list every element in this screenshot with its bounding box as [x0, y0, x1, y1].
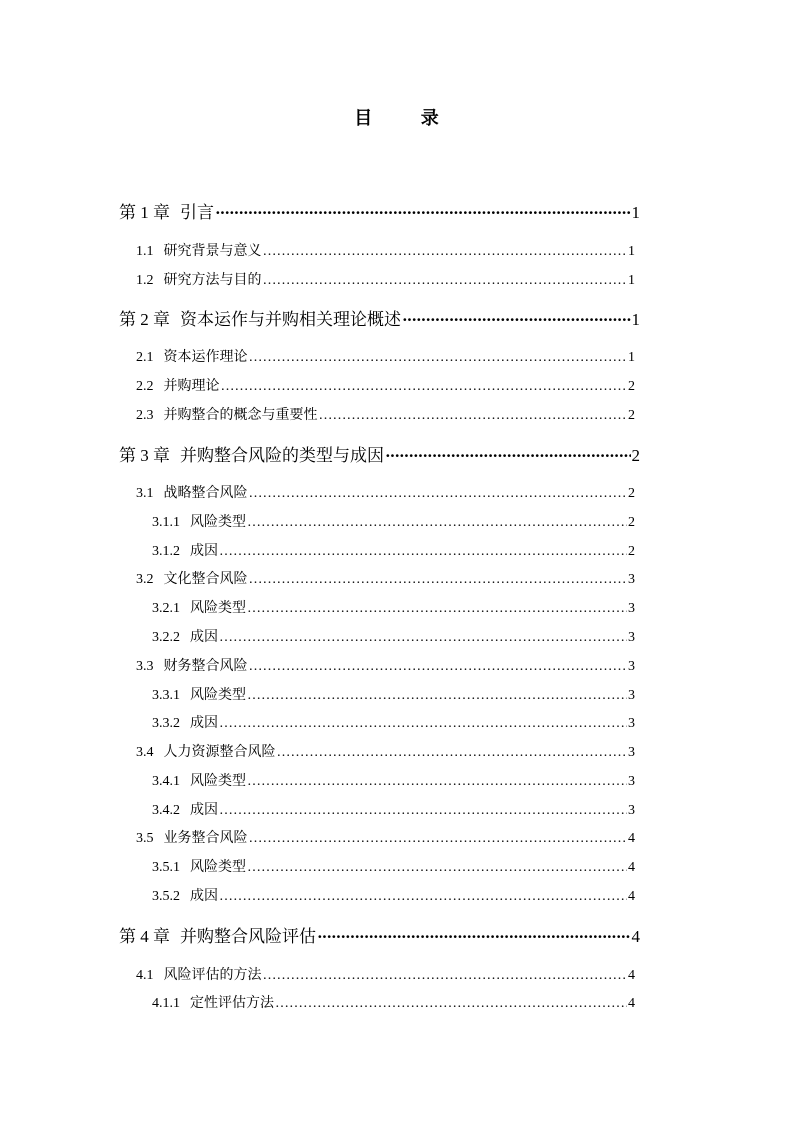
toc-dot-leader [247, 860, 627, 876]
toc-page-number: 3 [628, 803, 635, 818]
toc-page-number: 1 [631, 203, 640, 222]
toc-entry-title: 研究背景与意义 [163, 244, 262, 259]
toc-dot-leader [263, 273, 628, 289]
toc-entry-number: 2.1 [136, 350, 154, 365]
toc-entry-title: 并购理论 [163, 379, 220, 394]
toc-page-number: 4 [628, 889, 635, 904]
toc-entry-number: 3.4.2 [152, 803, 180, 818]
toc-subsection-entry[interactable] [152, 770, 635, 790]
toc-entry-title: 风险类型 [190, 515, 246, 530]
toc-entry-number: 2.2 [136, 379, 154, 394]
toc-section-entry[interactable] [136, 568, 635, 588]
toc-entry-title: 定性评估方法 [190, 996, 274, 1011]
toc-dot-leader [319, 408, 628, 424]
toc-entry-title: 风险类型 [190, 688, 246, 703]
toc-subsection-entry[interactable] [152, 712, 635, 732]
toc-page-number: 1 [628, 350, 635, 365]
toc-entry-title: 风险类型 [190, 601, 246, 616]
toc-chapter-entry[interactable] [119, 305, 640, 330]
toc-dot-leader [219, 889, 627, 905]
toc-subsection-entry[interactable] [152, 799, 635, 819]
toc-dot-leader [219, 630, 627, 646]
toc-chapter-entry[interactable] [119, 922, 640, 947]
toc-entry-number: 3.5.1 [152, 860, 180, 875]
toc-page-number: 3 [628, 572, 635, 587]
toc-entry-title: 风险评估的方法 [163, 968, 262, 983]
toc-entry-title: 风险类型 [190, 860, 246, 875]
toc-dot-leader [247, 774, 627, 790]
toc-page-number: 2 [631, 446, 640, 465]
toc-dot-leader [385, 446, 631, 466]
toc-entry-number: 3.1.1 [152, 515, 180, 530]
toc-dot-leader [275, 996, 627, 1012]
toc-entry-number: 3.3.2 [152, 716, 180, 731]
toc-entry-title: 引言 [180, 203, 214, 222]
toc-entry-number: 3.3 [136, 659, 154, 674]
toc-section-entry[interactable] [136, 964, 635, 984]
toc-entry-title: 风险类型 [190, 774, 246, 789]
toc-dot-leader [221, 379, 628, 395]
toc-entry-number: 3.5.2 [152, 889, 180, 904]
toc-page-number: 2 [628, 379, 635, 394]
toc-subsection-entry[interactable] [152, 684, 635, 704]
toc-entry-number: 3.4 [136, 745, 154, 760]
toc-entry-title: 成因 [190, 544, 218, 559]
toc-page-number: 1 [628, 244, 635, 259]
toc-dot-leader [263, 968, 628, 984]
toc-section-entry[interactable] [136, 375, 635, 395]
toc-entry-number: 3.2 [136, 572, 154, 587]
toc-entry-number: 1.1 [136, 244, 154, 259]
toc-subsection-entry[interactable] [152, 540, 635, 560]
toc-page-number: 2 [628, 544, 635, 559]
toc-subsection-entry[interactable] [152, 597, 635, 617]
toc-entry-number: 3.1.2 [152, 544, 180, 559]
toc-entry-title: 文化整合风险 [163, 572, 248, 587]
toc-entry-title: 并购整合风险的类型与成因 [180, 446, 384, 465]
toc-entry-number: 第 2 章 [119, 310, 170, 329]
toc-page-number: 2 [628, 486, 635, 501]
toc-page-number: 3 [628, 659, 635, 674]
toc-entry-number: 3.5 [136, 831, 154, 846]
toc-subsection-entry[interactable] [152, 511, 635, 531]
toc-section-entry[interactable] [136, 240, 635, 260]
toc-page-number: 2 [628, 408, 635, 423]
toc-section-entry[interactable] [136, 741, 635, 761]
toc-section-entry[interactable] [136, 269, 635, 289]
toc-dot-leader [247, 515, 627, 531]
toc-dot-leader [277, 745, 628, 761]
toc-subsection-entry[interactable] [152, 992, 635, 1012]
toc-page-number: 4 [628, 968, 635, 983]
toc-page-number: 4 [628, 996, 635, 1011]
toc-entry-number: 第 1 章 [119, 203, 170, 222]
toc-entry-number: 第 3 章 [119, 446, 170, 465]
toc-entry-title: 业务整合风险 [163, 831, 248, 846]
toc-dot-leader [263, 244, 628, 260]
toc-entry-title: 研究方法与目的 [163, 273, 262, 288]
toc-entry-number: 3.2.2 [152, 630, 180, 645]
toc-section-entry[interactable] [136, 482, 635, 502]
toc-entry-title: 成因 [190, 716, 218, 731]
toc-entry-number: 3.2.1 [152, 601, 180, 616]
toc-subsection-entry[interactable] [152, 626, 635, 646]
toc-chapter-entry[interactable] [119, 441, 640, 466]
toc-entry-title: 成因 [190, 630, 218, 645]
toc-page-number: 4 [628, 860, 635, 875]
toc-page-number: 3 [628, 630, 635, 645]
toc-entry-number: 第 4 章 [119, 927, 170, 946]
toc-title: 目 录 [354, 108, 461, 128]
toc-section-entry[interactable] [136, 655, 635, 675]
toc-page-number: 3 [628, 745, 635, 760]
toc-entry-title: 战略整合风险 [163, 486, 248, 501]
toc-dot-leader [219, 544, 627, 560]
toc-page-number: 3 [628, 688, 635, 703]
toc-page-number: 1 [628, 273, 635, 288]
toc-entry-number: 3.3.1 [152, 688, 180, 703]
toc-entry-title: 资本运作理论 [163, 350, 248, 365]
toc-page-number: 4 [628, 831, 635, 846]
toc-chapter-entry[interactable] [119, 198, 640, 223]
toc-entry-title: 成因 [190, 889, 218, 904]
toc-entry-title: 成因 [190, 803, 218, 818]
toc-dot-leader [249, 572, 628, 588]
toc-subsection-entry[interactable] [152, 885, 635, 905]
toc-entry-number: 4.1.1 [152, 996, 180, 1011]
toc-dot-leader [215, 203, 631, 223]
toc-page-number: 3 [628, 601, 635, 616]
toc-entry-number: 2.3 [136, 408, 154, 423]
toc-entry-title: 资本运作与并购相关理论概述 [180, 310, 401, 329]
toc-dot-leader [249, 350, 628, 366]
toc-page-number: 4 [631, 927, 640, 946]
toc-entry-number: 4.1 [136, 968, 154, 983]
toc-section-entry[interactable] [136, 346, 635, 366]
toc-entry-title: 并购整合的概念与重要性 [163, 408, 318, 423]
toc-section-entry[interactable] [136, 827, 635, 847]
toc-entry-number: 3.4.1 [152, 774, 180, 789]
toc-entry-title: 人力资源整合风险 [163, 745, 276, 760]
toc-section-entry[interactable] [136, 404, 635, 424]
toc-entry-number: 1.2 [136, 273, 154, 288]
toc-entry-title: 并购整合风险评估 [180, 927, 316, 946]
toc-subsection-entry[interactable] [152, 856, 635, 876]
toc-page-number: 3 [628, 774, 635, 789]
toc-dot-leader [247, 601, 627, 617]
toc-page-number: 3 [628, 716, 635, 731]
toc-dot-leader [317, 927, 631, 947]
toc-entry-title: 财务整合风险 [163, 659, 248, 674]
toc-dot-leader [249, 831, 628, 847]
toc-dot-leader [219, 803, 627, 819]
toc-dot-leader [247, 688, 627, 704]
toc-page-number: 1 [631, 310, 640, 329]
toc-page-number: 2 [628, 515, 635, 530]
toc-dot-leader [249, 659, 628, 675]
toc-entry-number: 3.1 [136, 486, 154, 501]
toc-dot-leader [219, 716, 627, 732]
toc-dot-leader [402, 310, 631, 330]
toc-dot-leader [249, 486, 628, 502]
